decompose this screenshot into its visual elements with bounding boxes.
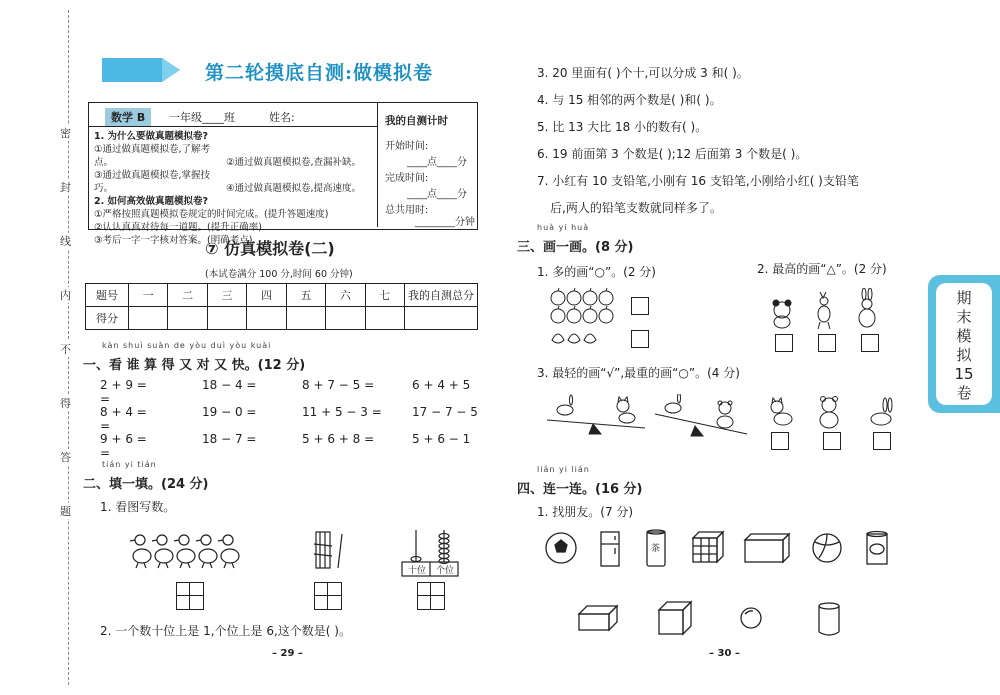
name-field: 姓名:: [269, 111, 295, 124]
score-header: 题号: [86, 284, 129, 307]
paper-note: (本试卷满分 100 分,时间 60 分钟): [205, 269, 353, 280]
fill-line: 后,两人的铅笔支数就同样多了。: [550, 201, 722, 215]
s3-q3: 3. 最轻的画“√”,最重的画“○”。(4 分): [537, 366, 740, 380]
section3-title: 三、画一画。(8 分): [517, 240, 634, 255]
fill-line: 6. 19 前面第 3 个数是( );12 后面第 3 个数是( )。: [537, 147, 808, 161]
fill-line: 3. 20 里面有( )个十,可以分成 3 和( )。: [537, 66, 749, 80]
side-tab-char: 卷: [956, 384, 972, 402]
score-cell[interactable]: [129, 307, 168, 330]
margin-char: 答: [60, 449, 78, 465]
section2-title: 二、填一填。(24 分): [83, 477, 209, 492]
q2-line: ①严格按照真题模拟卷规定的时间完成。(提升答题速度): [94, 209, 329, 220]
score-cell[interactable]: [326, 307, 365, 330]
volleyball-icon: [813, 534, 841, 562]
rabbit-icon: [871, 398, 892, 425]
banner-title: 第二轮摸底自测:做模拟卷: [205, 62, 434, 84]
margin-char: 内: [60, 287, 78, 303]
score-header: 我的自测总分: [405, 284, 478, 307]
section3-pinyin: huà yi huà: [537, 223, 590, 232]
cube-icon: [659, 602, 691, 634]
margin-char: 得: [60, 395, 78, 411]
peach-icon: [584, 334, 596, 343]
duck-icon: [174, 535, 195, 568]
score-header: 七: [365, 284, 404, 307]
peach-icon: [568, 334, 580, 343]
score-header: 二: [168, 284, 207, 307]
calc-item: 17 − 7 − 5 =: [100, 405, 478, 433]
answer-box[interactable]: [631, 330, 649, 348]
s3-q2: 2. 最高的画“△”。(2 分): [757, 262, 887, 276]
box-icon: [745, 534, 789, 562]
q1-line: ②通过做真题模拟卷,查漏补缺。: [226, 157, 362, 168]
score-cell[interactable]: [207, 307, 246, 330]
score-cell[interactable]: [286, 307, 325, 330]
deer-icon: [818, 292, 830, 329]
paper-title: ⑦ 仿真模拟卷(二): [205, 239, 335, 258]
answer-box[interactable]: [818, 334, 836, 352]
subject-badge: 数学 B: [105, 108, 151, 126]
seesaw-illustration: [545, 394, 755, 440]
answer-box-tens-ones[interactable]: [314, 582, 342, 610]
s2-q2: 2. 一个数十位上是 1,个位上是 6,这个数是( )。: [100, 624, 351, 638]
side-tab-char: 末: [956, 308, 972, 326]
side-tab-char: 期: [956, 289, 972, 307]
apple-icon: [599, 306, 613, 323]
q1-line: ④通过做真题模拟卷,提高速度。: [226, 183, 362, 194]
refrigerator-icon: [601, 532, 619, 566]
dot-label: 点: [427, 157, 437, 168]
duck-icon: [152, 535, 173, 568]
apple-icon: [567, 306, 581, 323]
q2-line: ②认认真真对待每一道题。(提升正确率): [94, 222, 262, 233]
grade-field: 一年级____班: [169, 111, 235, 124]
margin-char: 题: [60, 503, 78, 519]
answer-box[interactable]: [823, 432, 841, 450]
timer-title: 我的自测计时: [385, 115, 448, 127]
calc-item: 18 − 7 =: [202, 432, 257, 446]
objects-row: [545, 528, 895, 570]
apple-icon: [551, 306, 565, 323]
section4-pinyin: lián yi lián: [537, 465, 590, 474]
score-header: 四: [247, 284, 286, 307]
rabbit-icon: [859, 288, 875, 327]
bear-icon: [820, 397, 838, 429]
minute-label: 分: [457, 157, 467, 168]
answer-box[interactable]: [873, 432, 891, 450]
banner-pencil: [102, 58, 182, 82]
minute-label: 分: [457, 189, 467, 200]
q1-line: ①通过做真题模拟卷,了解考点。: [94, 144, 211, 168]
apple-icon: [567, 288, 581, 305]
score-cell[interactable]: [247, 307, 286, 330]
score-header: 五: [286, 284, 325, 307]
margin-char: 封: [60, 179, 78, 195]
margin-char: 线: [60, 233, 78, 249]
apple-icon: [583, 288, 597, 305]
stick-bundle-illustration: [312, 530, 352, 572]
duck-icon: [130, 535, 151, 568]
q1-line: ③通过做真题模拟卷,掌握技巧。: [94, 170, 211, 194]
s3-q1: 1. 多的画“○”。(2 分): [537, 265, 656, 279]
duck-icon: [196, 535, 217, 568]
answer-box[interactable]: [631, 297, 649, 315]
finish-time-label: 完成时间:: [385, 173, 429, 184]
margin-char: 不: [60, 341, 78, 357]
duck-icon: [218, 535, 239, 568]
side-tab-char: 拟: [956, 346, 972, 364]
sphere-icon: [741, 608, 761, 628]
score-header: 三: [207, 284, 246, 307]
side-tab-char: 模: [956, 327, 972, 345]
q2-line: ③考后一字一字核对答案。(明确考点): [94, 235, 253, 246]
answer-box[interactable]: [861, 334, 879, 352]
section2-pinyin: tián yi tián: [102, 460, 157, 469]
q2-title: 2. 如何高效做真题模拟卷?: [94, 196, 209, 207]
pencil-icon: [102, 58, 182, 82]
margin-char: 密: [60, 125, 78, 141]
apple-icon: [583, 306, 597, 323]
abacus-ones-label: 个位: [435, 566, 454, 576]
rubik-cube-icon: [693, 532, 723, 562]
side-tab-char: 15: [954, 365, 974, 383]
section1-title: 一、看 谁 算 得 又 对 又 快。(12 分): [83, 358, 306, 373]
bear-icon: [717, 401, 733, 428]
minute-long-label: 分钟: [455, 217, 475, 228]
answer-box-tens-ones[interactable]: [417, 582, 445, 610]
page-number-left: – 29 –: [272, 648, 303, 659]
abacus-tens-label: 十位: [407, 566, 426, 576]
tea-label: 茶: [651, 544, 661, 554]
section4-title: 四、连一连。(16 分): [517, 482, 643, 497]
fill-line: 7. 小红有 10 支铅笔,小刚有 16 支铅笔,小刚给小红( )支铅笔: [537, 174, 859, 188]
fill-line: 4. 与 15 相邻的两个数是( )和( )。: [537, 93, 722, 107]
score-header: 一: [129, 284, 168, 307]
score-cell[interactable]: [365, 307, 404, 330]
panda-icon: [773, 300, 791, 328]
fill-questions: [537, 60, 927, 222]
calc-item: 2 + 9 =: [100, 378, 147, 392]
section1-pinyin: kàn shuì suàn de yòu duì yòu kuài: [102, 341, 272, 350]
answer-box[interactable]: [771, 432, 789, 450]
cat-icon: [617, 397, 635, 423]
calc-item: 8 + 4 =: [100, 405, 147, 419]
start-time-label: 开始时间:: [385, 141, 429, 152]
calc-item: 6 + 4 + 5 =: [100, 378, 471, 406]
fruit-illustration: [548, 288, 620, 348]
calc-item: 18 − 4 =: [202, 378, 257, 392]
calc-item: 5 + 6 + 8 =: [302, 432, 375, 446]
rabbit-icon: [557, 395, 573, 415]
side-tab: [928, 275, 1000, 413]
calc-item: 19 − 0 =: [202, 405, 257, 419]
page-number-right: – 30 –: [709, 648, 740, 659]
score-table: [85, 283, 478, 330]
calc-item: 5 + 6 − 1 =: [100, 432, 471, 460]
answer-box-tens-ones[interactable]: [176, 582, 204, 610]
calc-grid: [100, 378, 480, 459]
total-time-label: 总共用时:: [385, 205, 429, 216]
animals-height-illustration: [768, 288, 888, 330]
q1-title: 1. 为什么要做真题模拟卷?: [94, 131, 209, 142]
score-cell[interactable]: [405, 307, 478, 330]
calc-item: 8 + 7 − 5 =: [302, 378, 375, 392]
canned-food-icon: [867, 532, 887, 565]
rabbit-icon: [665, 394, 681, 413]
soccer-ball-icon: [546, 533, 576, 563]
binding-margin-text: [60, 125, 78, 519]
cat-icon: [771, 398, 792, 425]
score-header: 六: [326, 284, 365, 307]
cuboid-icon: [579, 606, 617, 630]
calc-item: 11 + 5 − 3 =: [302, 405, 382, 419]
cylinder-icon: [819, 603, 839, 635]
peach-icon: [552, 334, 564, 343]
dot-label: 点: [427, 189, 437, 200]
score-cell[interactable]: [168, 307, 207, 330]
apple-icon: [551, 288, 565, 305]
score-row-label: 得分: [86, 307, 129, 330]
answer-box[interactable]: [775, 334, 793, 352]
animals-weight-illustration: [765, 395, 905, 429]
info-box: 数学 B 一年级____班 姓名: 1. 为什么要做真题模拟卷? ①通过做真题模拟卷,了解考点。 ②通过做真题模拟卷,查漏补缺。 ③通过做真题模拟卷,掌握技巧。 ④通过做真题模拟卷,提高速度。 2. 如何高效做真题模拟卷? ①严格按照真题模拟卷规定的时间完成。(提升答题速度) ②认认真真对待每一道题。(提升正确率) ③考后一字一字核对答案。(明确考点) 我的自测计时 开始时间: ____点____分 完成时间: ____点____分 总共用时: ________分钟: [88, 102, 478, 230]
shapes-row: [575, 600, 845, 640]
apple-icon: [599, 288, 613, 305]
s4-q1: 1. 找朋友。(7 分): [537, 505, 634, 519]
ducks-illustration: [130, 530, 250, 570]
s2-q1: 1. 看图写数。: [100, 500, 176, 514]
calc-item: 9 + 6 =: [100, 432, 147, 446]
fill-line: 5. 比 13 大比 18 小的数有( )。: [537, 120, 708, 134]
